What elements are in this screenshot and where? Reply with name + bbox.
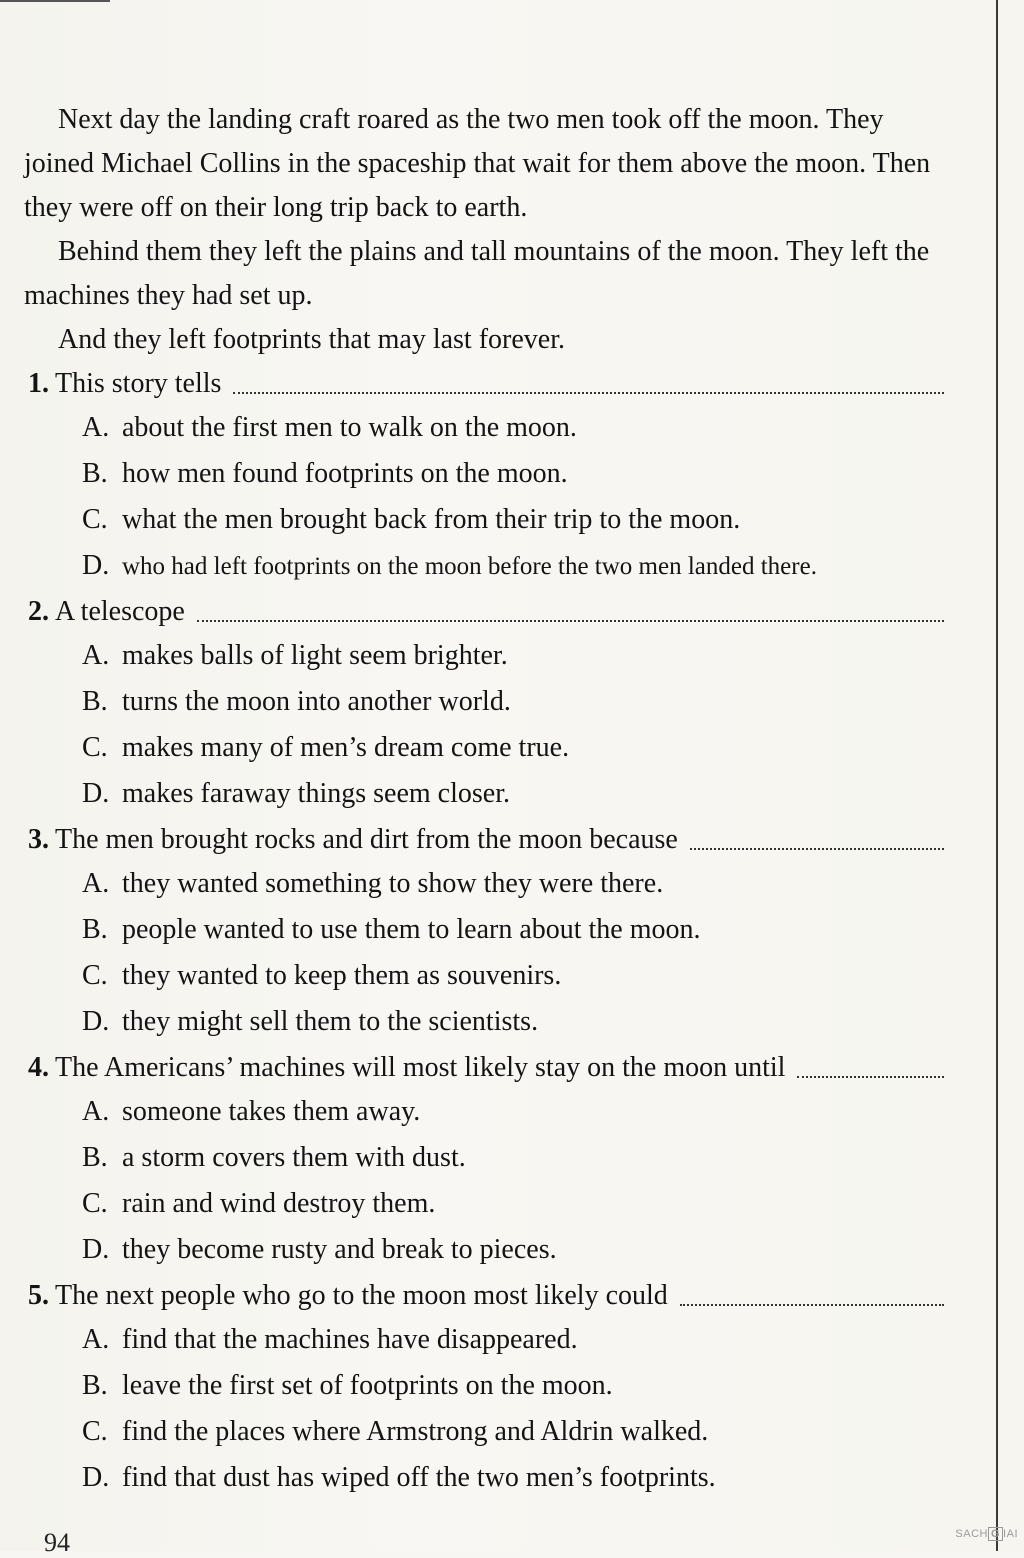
option-text: someone takes them away.: [122, 1096, 421, 1127]
passage-paragraph-1: Next day the landing craft roared as the two men took off the moon. They joined Michael Collins in the spaceship that wait for them above the moon. Then they were off on their long trip back to earth.: [24, 104, 931, 223]
watermark-suffix: IAI: [1003, 1528, 1018, 1540]
option-a: [24, 634, 944, 680]
question-3: [24, 818, 944, 1046]
option-letter: A.: [82, 868, 110, 899]
watermark-logo: [955, 1527, 1018, 1541]
option-d: [24, 544, 944, 590]
option-text: about the first men to walk on the moon.: [122, 412, 577, 443]
option-d: [24, 1456, 944, 1502]
passage-paragraph-2: Behind them they left the plains and tall mountains of the moon. They left the machines they had set up.: [24, 236, 930, 311]
option-text: they wanted to keep them as souvenirs.: [122, 960, 562, 991]
option-d: [24, 772, 944, 818]
question-stem: The men brought rocks and dirt from the moon because: [55, 824, 678, 855]
option-c: [24, 1182, 944, 1228]
option-letter: C.: [82, 1416, 108, 1447]
question-2: [24, 590, 944, 818]
passage-paragraph-3: And they left footprints that may last forever.: [58, 324, 565, 355]
option-letter: A.: [82, 1096, 110, 1127]
option-letter: C.: [82, 960, 108, 991]
question-number: 5.: [28, 1280, 49, 1311]
answer-blank: [680, 1286, 944, 1306]
option-a: [24, 862, 944, 908]
option-letter: A.: [82, 640, 110, 671]
option-text: a storm covers them with dust.: [122, 1142, 466, 1173]
option-letter: D.: [82, 1234, 110, 1265]
option-letter: C.: [82, 732, 108, 763]
option-d: [24, 1000, 944, 1046]
answer-blank: [690, 830, 944, 850]
answer-blank: [233, 374, 944, 394]
option-b: [24, 908, 944, 954]
question-number: 2.: [28, 596, 49, 627]
option-letter: D.: [82, 778, 110, 809]
option-letter: D.: [82, 1462, 110, 1493]
option-c: [24, 1410, 944, 1456]
option-a: [24, 1090, 944, 1136]
option-letter: A.: [82, 412, 110, 443]
option-text: how men found footprints on the moon.: [122, 458, 568, 489]
option-c: [24, 726, 944, 772]
option-b: [24, 1364, 944, 1410]
option-letter: D.: [82, 550, 110, 581]
question-5: [24, 1274, 944, 1502]
question-stem: The next people who go to the moon most likely could: [55, 1280, 668, 1311]
option-letter: B.: [82, 1370, 108, 1401]
binding-edge-rule: [996, 0, 998, 1551]
option-a: [24, 1318, 944, 1364]
option-c: [24, 498, 944, 544]
option-text: rain and wind destroy them.: [122, 1188, 436, 1219]
question-number: 4.: [28, 1052, 49, 1083]
option-text: what the men brought back from their trip to the moon.: [122, 504, 741, 535]
option-text: makes many of men’s dream come true.: [122, 732, 570, 763]
option-text: people wanted to use them to learn about the moon.: [122, 914, 701, 945]
option-letter: A.: [82, 1324, 110, 1355]
option-text: they become rusty and break to pieces.: [122, 1234, 557, 1265]
option-c: [24, 954, 944, 1000]
watermark-box: G: [988, 1527, 1003, 1541]
question-number: 3.: [28, 824, 49, 855]
question-stem: The Americans’ machines will most likely stay on the moon until: [55, 1052, 786, 1083]
page-number: 94: [44, 1528, 70, 1557]
question-stem: A telescope: [55, 596, 185, 627]
option-b: [24, 452, 944, 498]
top-rule: [0, 0, 110, 2]
option-letter: B.: [82, 458, 108, 489]
page-content: [24, 98, 944, 1502]
option-text: makes faraway things seem closer.: [122, 778, 510, 809]
question-stem-row: [24, 1274, 944, 1318]
option-text: leave the first set of footprints on the moon.: [122, 1370, 613, 1401]
option-text: find the places where Armstrong and Aldrin walked.: [122, 1416, 709, 1447]
question-4: [24, 1046, 944, 1274]
option-b: [24, 680, 944, 726]
question-number: 1.: [28, 368, 49, 399]
option-text: find that dust has wiped off the two men’s footprints.: [122, 1462, 716, 1493]
question-stem-row: [24, 590, 944, 634]
question-1: [24, 362, 944, 590]
option-letter: B.: [82, 1142, 108, 1173]
option-text: makes balls of light seem brighter.: [122, 640, 508, 671]
option-letter: B.: [82, 914, 108, 945]
option-letter: D.: [82, 1006, 110, 1037]
option-b: [24, 1136, 944, 1182]
option-text: find that the machines have disappeared.: [122, 1324, 578, 1355]
option-text: they wanted something to show they were there.: [122, 868, 664, 899]
option-text: they might sell them to the scientists.: [122, 1006, 539, 1037]
option-d: [24, 1228, 944, 1274]
option-a: [24, 406, 944, 452]
option-letter: B.: [82, 686, 108, 717]
option-letter: C.: [82, 1188, 108, 1219]
question-stem-row: [24, 362, 944, 406]
answer-blank: [197, 602, 944, 622]
question-stem-row: [24, 818, 944, 862]
option-text: who had left footprints on the moon before the two men landed there.: [122, 553, 817, 580]
watermark-prefix: SACH: [955, 1528, 988, 1540]
answer-blank: [797, 1058, 944, 1078]
option-text: turns the moon into another world.: [122, 686, 511, 717]
question-stem-row: [24, 1046, 944, 1090]
option-letter: C.: [82, 504, 108, 535]
question-stem: This story tells: [55, 368, 222, 399]
